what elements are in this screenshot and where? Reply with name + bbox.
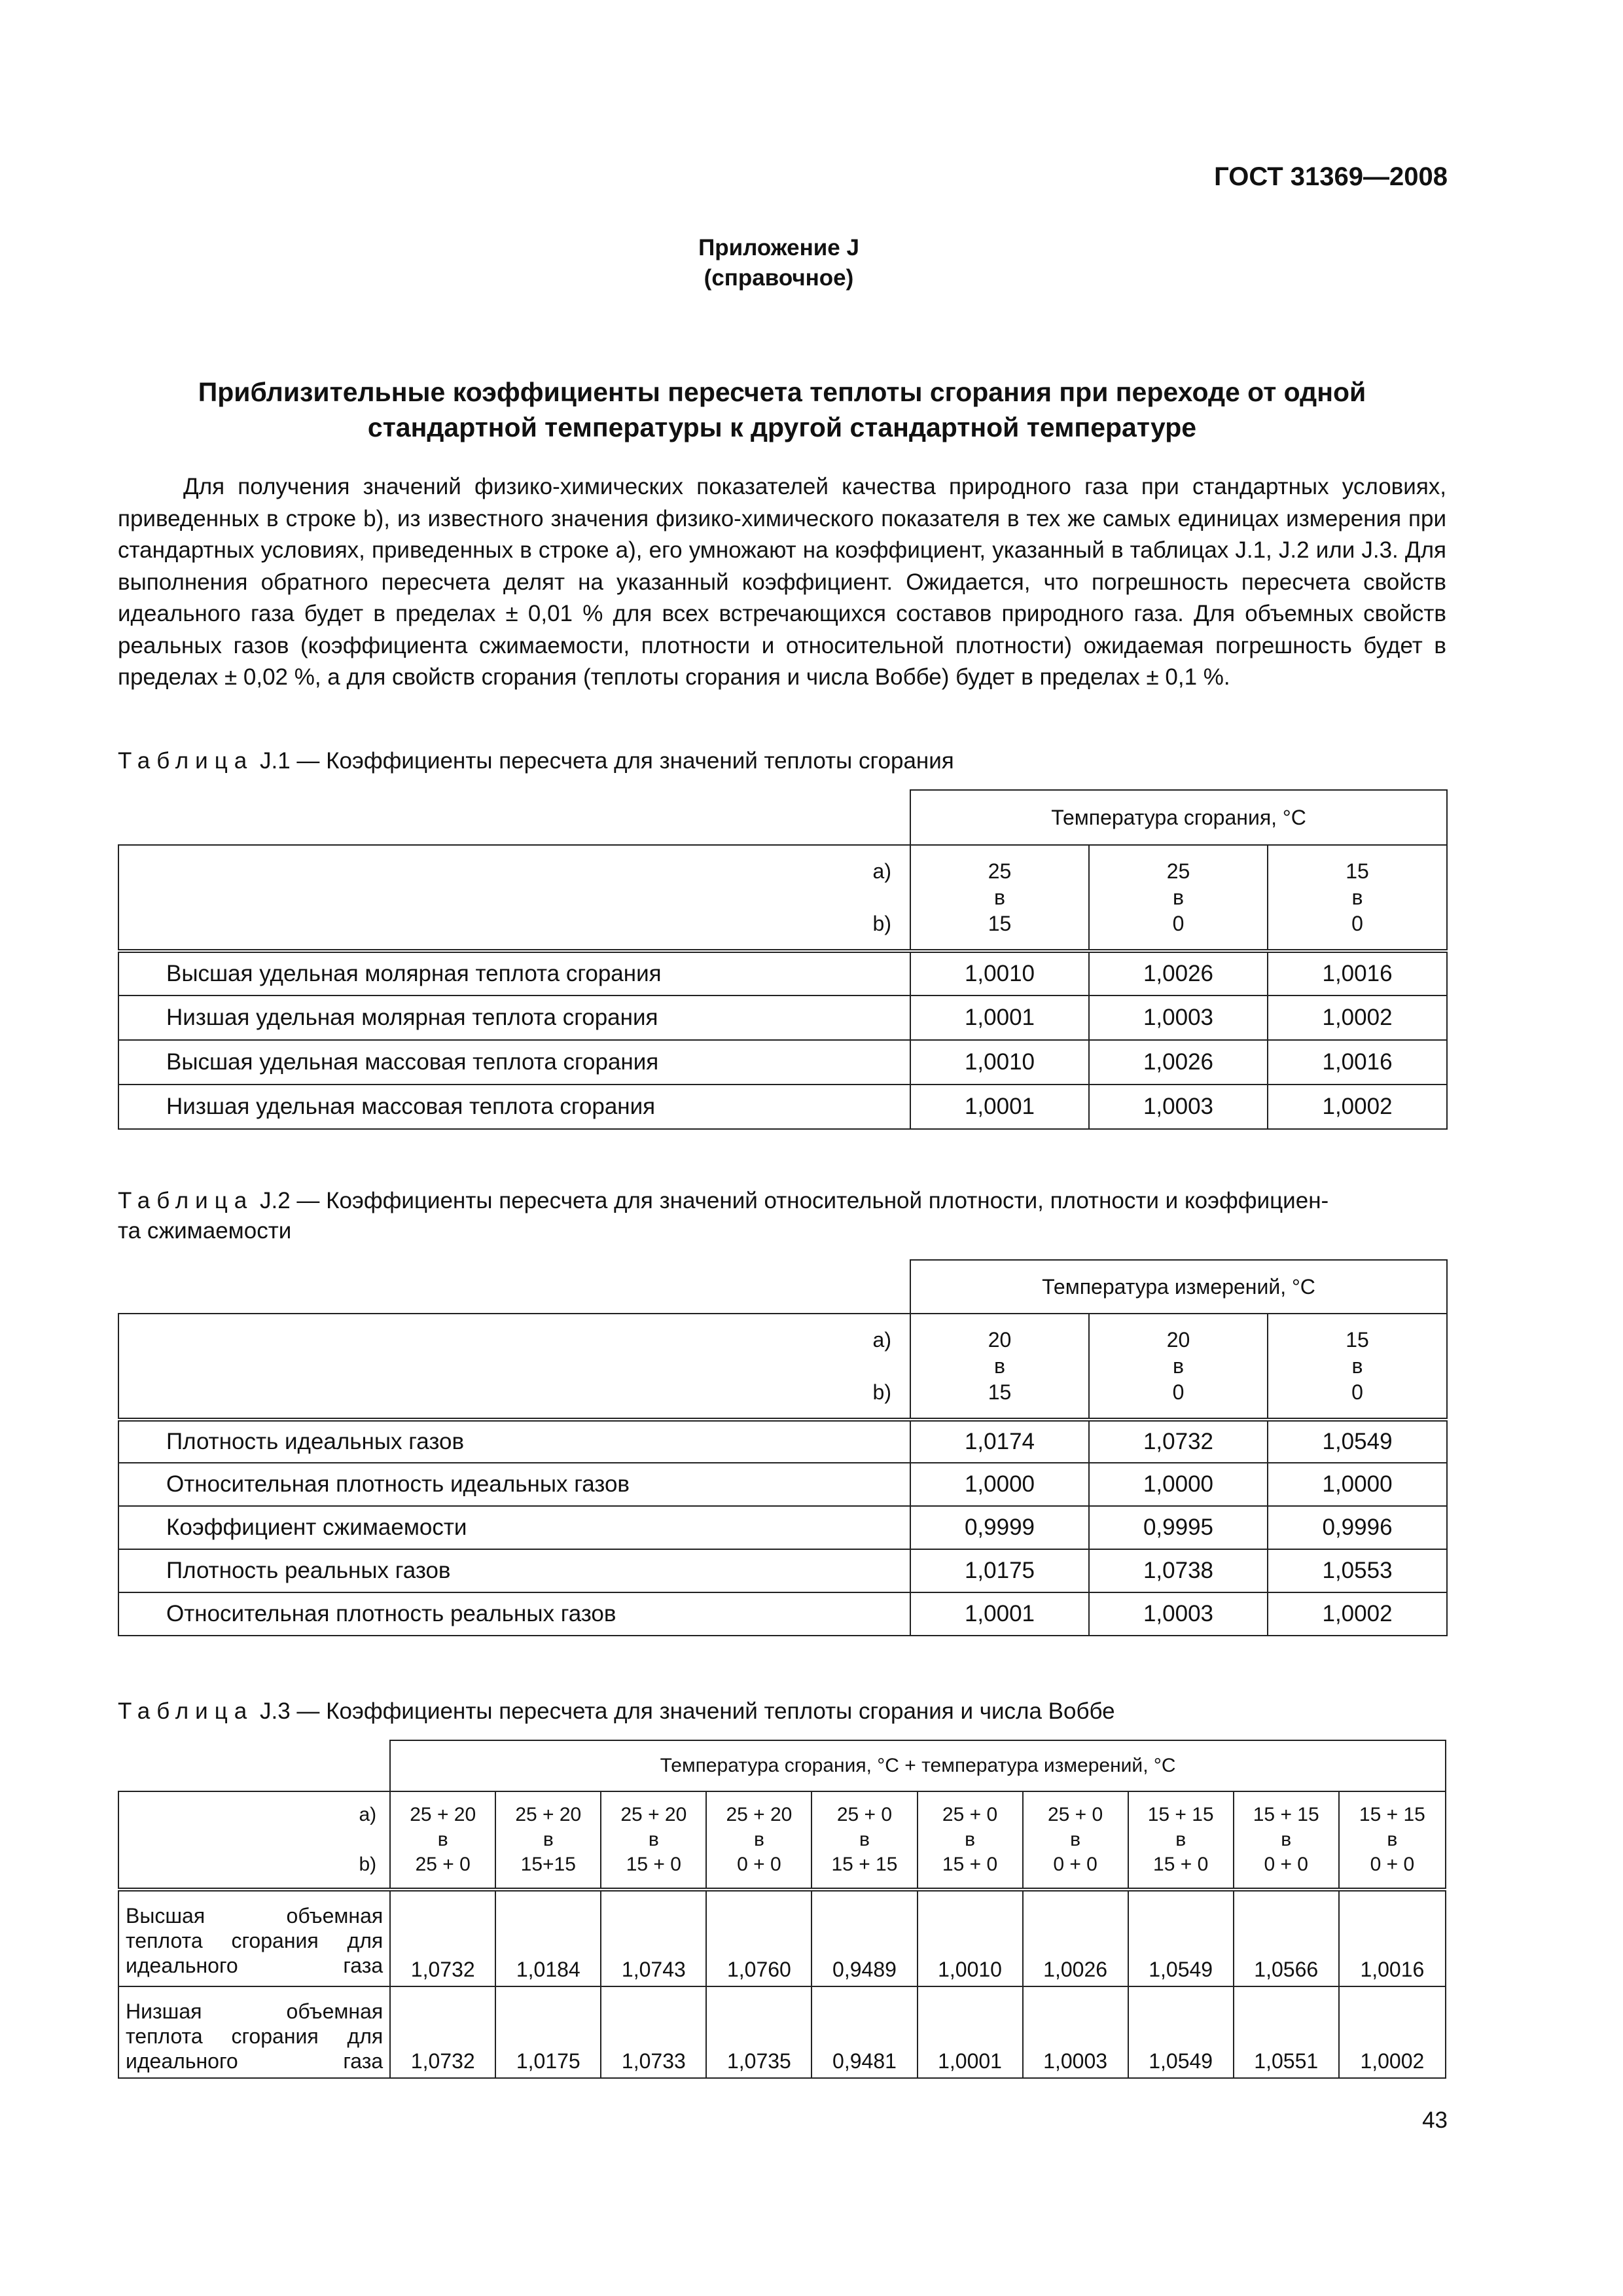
- table1-group-header: Температура сгорания, °С: [910, 790, 1447, 845]
- standard-number: ГОСТ 31369—2008: [1214, 162, 1448, 191]
- table3-prefix: Таблица: [118, 1698, 254, 1724]
- cell-value: 1,0184: [495, 1890, 601, 1986]
- table-row: [118, 1592, 1447, 1636]
- table1-col-3: 15 в 0: [1268, 845, 1447, 951]
- table3-col-4: 25 + 20 в 0 + 0: [706, 1791, 812, 1890]
- row-name: Плотность идеальных газов: [118, 1420, 910, 1463]
- row-name: Низшая удельная молярная теплота сгорания: [118, 996, 910, 1040]
- table1-header-blank: [118, 790, 910, 845]
- table3-group-header: Температура сгорания, °С + температура измерений, °С: [390, 1740, 1446, 1791]
- table3-ab-labels: [118, 1791, 390, 1890]
- label-a: а): [872, 859, 891, 883]
- cell-value: 0,9999: [910, 1506, 1089, 1549]
- cell-value: 1,0000: [1268, 1463, 1447, 1506]
- table3-col-8: 15 + 15 в 15 + 0: [1128, 1791, 1234, 1890]
- table2-col-1: 20 в 15: [910, 1314, 1089, 1420]
- cell-value: 1,0732: [390, 1986, 495, 2078]
- table2-prefix: Таблица: [118, 1188, 254, 1213]
- table1-ab-labels: [118, 845, 910, 951]
- table2-col-2: 20 в 0: [1089, 1314, 1268, 1420]
- cell-value: 1,0001: [910, 996, 1089, 1040]
- table1-col-2: 25 в 0: [1089, 845, 1268, 951]
- row-name: Относительная плотность идеальных газов: [118, 1463, 910, 1506]
- cell-value: 1,0733: [601, 1986, 706, 2078]
- cell-value: 1,0549: [1128, 1890, 1234, 1986]
- cell-value: 1,0175: [910, 1549, 1089, 1592]
- table3-col-6: 25 + 0 в 15 + 0: [918, 1791, 1023, 1890]
- cell-value: 1,0003: [1089, 1592, 1268, 1636]
- row-name: Коэффициент сжимаемости: [118, 1506, 910, 1549]
- table-row: [118, 1549, 1447, 1592]
- cell-value: 1,0735: [706, 1986, 812, 2078]
- table-row: [118, 1890, 1446, 1986]
- cell-value: 0,9481: [812, 1986, 917, 2078]
- cell-value: 1,0732: [390, 1890, 495, 1986]
- cell-value: 1,0553: [1268, 1549, 1447, 1592]
- table3-col-5: 25 + 0 в 15 + 15: [812, 1791, 917, 1890]
- cell-value: 1,0002: [1268, 1592, 1447, 1636]
- table1-header-row: [118, 790, 1447, 845]
- row-name: Низшая удельная массовая теплота сгорания: [118, 1085, 910, 1129]
- table2-col-3: 15 в 0: [1268, 1314, 1447, 1420]
- cell-value: 1,0738: [1089, 1549, 1268, 1592]
- table1-col-1: 25 в 15: [910, 845, 1089, 951]
- section-title: [118, 374, 1446, 445]
- table-row: [118, 951, 1447, 996]
- cell-value: 1,0551: [1234, 1986, 1339, 2078]
- table3: [118, 1740, 1446, 2079]
- table-row: [118, 1420, 1447, 1463]
- table3-header-row: [118, 1740, 1446, 1791]
- row-name: Высшая объемная теплота сгорания для идеального газа: [118, 1890, 390, 1986]
- cell-value: 1,0174: [910, 1420, 1089, 1463]
- row-name: Низшая объемная теплота сгорания для идеального газа: [118, 1986, 390, 2078]
- table2-caption-text: J.2 — Коэффициенты пересчета для значений относительной плотности, плотности и коэффициен-: [259, 1188, 1329, 1213]
- cell-value: 1,0743: [601, 1890, 706, 1986]
- label-a: а): [872, 1328, 891, 1352]
- table3-col-3: 25 + 20 в 15 + 0: [601, 1791, 706, 1890]
- page-number: 43: [1422, 2108, 1448, 2133]
- table3-col-1: 25 + 20 в 25 + 0: [390, 1791, 495, 1890]
- cell-value: 1,0026: [1089, 1040, 1268, 1085]
- cell-value: 1,0549: [1268, 1420, 1447, 1463]
- section-title-line1: Приблизительные коэффициенты пересчета теплоты сгорания при переходе от одной: [198, 377, 1366, 407]
- cell-value: 1,0003: [1089, 1085, 1268, 1129]
- cell-value: 1,0010: [918, 1890, 1023, 1986]
- table3-col-2: 25 + 20 в 15+15: [495, 1791, 601, 1890]
- intro-paragraph: Для получения значений физико-химических показателей качества природного газа при стандартных условиях, приведенных в строке b), из известного значения физико-химического показателя в тех же самых единицах измерения при стандартных условиях, приведенных в строке а), его умножают на коэффициент, указанный в таблицах J.1, J.2 или J.3. Для выполнения обратного пересчета делят на указанный коэффициент. Ожидается, что погрешность пересчета свойств идеального газа будет в пределах ± 0,01 % для всех встречающихся составов природного газа. Для объемных свойств реальных газов (коэффициента сжимаемости, плотности и относительной плотности) ожидаемая погрешность будет в пределах ± 0,02 %, а для свойств сгорания (теплоты сгорания и числа Воббе) будет в пределах ± 0,1 %.: [118, 474, 1446, 690]
- cell-value: 1,0003: [1023, 1986, 1128, 2078]
- table1: [118, 789, 1448, 1130]
- cell-value: 1,0010: [910, 1040, 1089, 1085]
- cell-value: 1,0001: [918, 1986, 1023, 2078]
- cell-value: 1,0760: [706, 1890, 812, 1986]
- table2: [118, 1259, 1448, 1636]
- cell-value: 1,0016: [1339, 1890, 1446, 1986]
- appendix-type: (справочное): [704, 265, 854, 291]
- cell-value: 1,0549: [1128, 1986, 1234, 2078]
- table2-ab-labels: [118, 1314, 910, 1420]
- table-row: [118, 1085, 1447, 1129]
- cell-value: 1,0010: [910, 951, 1089, 996]
- table2-header-blank: [118, 1260, 910, 1314]
- table-row: [118, 996, 1447, 1040]
- table-row: [118, 1040, 1447, 1085]
- cell-value: 1,0000: [910, 1463, 1089, 1506]
- table2-caption: [118, 1186, 1446, 1246]
- appendix-label: Приложение J: [698, 235, 859, 260]
- table3-caption-text: J.3 — Коэффициенты пересчета для значений теплоты сгорания и числа Воббе: [259, 1698, 1115, 1724]
- table-row: [118, 1463, 1447, 1506]
- cell-value: 1,0002: [1339, 1986, 1446, 2078]
- appendix-heading: [0, 233, 1558, 293]
- table-row: [118, 1506, 1447, 1549]
- cell-value: 1,0002: [1268, 1085, 1447, 1129]
- row-name: Высшая удельная молярная теплота сгорания: [118, 951, 910, 996]
- cell-value: 1,0566: [1234, 1890, 1339, 1986]
- section-title-line2: стандартной температуры к другой стандартной температуре: [367, 412, 1197, 442]
- row-name: Высшая удельная массовая теплота сгорания: [118, 1040, 910, 1085]
- cell-value: 1,0732: [1089, 1420, 1268, 1463]
- table1-caption: [118, 746, 1446, 776]
- cell-value: 1,0026: [1023, 1890, 1128, 1986]
- cell-value: 1,0000: [1089, 1463, 1268, 1506]
- cell-value: 1,0026: [1089, 951, 1268, 996]
- label-b: b): [872, 912, 891, 935]
- row-name: Относительная плотность реальных газов: [118, 1592, 910, 1636]
- table3-col-10: 15 + 15 в 0 + 0: [1339, 1791, 1446, 1890]
- cell-value: 1,0001: [910, 1085, 1089, 1129]
- table3-caption: [118, 1696, 1446, 1727]
- label-a: а): [359, 1804, 377, 1825]
- table3-header-blank: [118, 1740, 390, 1791]
- cell-value: 1,0003: [1089, 996, 1268, 1040]
- table2-group-header: Температура измерений, °С: [910, 1260, 1447, 1314]
- cell-value: 1,0175: [495, 1986, 601, 2078]
- table2-caption-cont: та сжимаемости: [118, 1218, 292, 1244]
- cell-value: 1,0016: [1268, 951, 1447, 996]
- cell-value: 1,0002: [1268, 996, 1447, 1040]
- label-b: b): [359, 1854, 377, 1875]
- cell-value: 0,9995: [1089, 1506, 1268, 1549]
- table1-ab-row: [118, 845, 1447, 951]
- table3-col-9: 15 + 15 в 0 + 0: [1234, 1791, 1339, 1890]
- cell-value: 0,9489: [812, 1890, 917, 1986]
- table-row: [118, 1986, 1446, 2078]
- cell-value: 1,0016: [1268, 1040, 1447, 1085]
- table2-header-row: [118, 1260, 1447, 1314]
- table3-col-7: 25 + 0 в 0 + 0: [1023, 1791, 1128, 1890]
- table1-prefix: Таблица: [118, 748, 254, 774]
- label-b: b): [872, 1380, 891, 1404]
- table1-caption-text: J.1 — Коэффициенты пересчета для значений теплоты сгорания: [259, 748, 954, 774]
- table2-ab-row: [118, 1314, 1447, 1420]
- cell-value: 0,9996: [1268, 1506, 1447, 1549]
- cell-value: 1,0001: [910, 1592, 1089, 1636]
- table3-ab-row: [118, 1791, 1446, 1890]
- row-name: Плотность реальных газов: [118, 1549, 910, 1592]
